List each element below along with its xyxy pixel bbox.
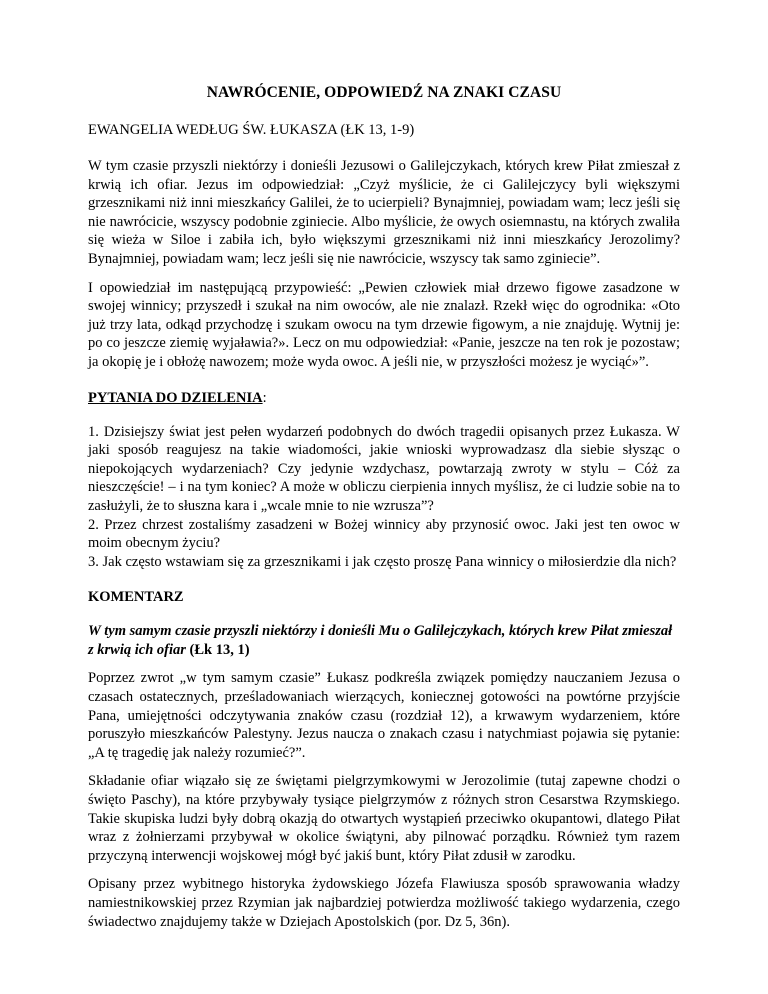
commentary-paragraph-3: Opisany przez wybitnego historyka żydowskiego Józefa Flawiusza sposób sprawowania władzy namiestnikowskiej przez Rzymian jak najbardziej potwierdza możliwość takiego wydarzenia, czego świadectwo znajdujemy także w Dziejach Apostolskich (por. Dz 5, 36n). [88, 876, 680, 930]
commentary-quote: W tym samym czasie przyszli niektórzy i donieśli Mu o Galilejczykach, których krew Piłat zmieszał z krwią ich ofiar [88, 623, 673, 658]
question-2: 2. Przez chrzest zostaliśmy zasadzeni w Bożej winnicy aby przynosić owoc. Jaki jest ten owoc w moim obecnym życiu? [88, 516, 680, 552]
commentary-quote-reference: (Łk 13, 1) [185, 641, 250, 658]
questions-heading-colon: : [262, 389, 267, 406]
gospel-reference: EWANGELIA WEDŁUG ŚW. ŁUKASZA (ŁK 13, 1-9) [88, 122, 415, 138]
questions-heading-text: PYTANIA DO DZIELENIA [88, 389, 263, 406]
commentary-paragraph-2: Składanie ofiar wiązało się ze świętami pielgrzymkowymi w Jerozolimie (tutaj zapewne chodzi o święto Paschy), na które przybywały tysiące pielgrzymów z różnych stron Cesarstwa Rzymskiego. Takie skupiska ludzi były dobrą okazją do otwartych wystąpień przeciwko okupantowi, dlatego Piłat wraz z żołnierzami przybywał w okolice świątyni, aby pilnować porządku. Również tym razem przyczyną interwencji wojskowej mógł być jakiś bunt, który Piłat zdusił w zarodku. [88, 773, 680, 864]
question-3: 3. Jak często wstawiam się za grzesznikami i jak często proszę Pana winnicy o miłosierdzie dla nich? [88, 553, 677, 570]
gospel-paragraph-2: I opowiedział im następującą przypowieść: „Pewien człowiek miał drzewo figowe zasadzone w swojej winnicy; przyszedł i szukał na nim owoców, ale nie znalazł. Rzekł więc do ogrodnika: «Oto już trzy lata, odkąd przychodzę i szukam owocu na tym drzewie figowym, a nie znajduję. Wytnij je: po co jeszcze ziemię wyjaławia?». Lecz on mu odpowiedział: «Panie, jeszcze na ten rok je pozostaw; ja okopię je i obłożę nawozem; może wyda owoc. A jeśli nie, w przyszłości możesz je wyciąć»”. [88, 279, 680, 370]
gospel-paragraph-1: W tym czasie przyszli niektórzy i donieśli Jezusowi o Galilejczykach, których krew Piłat zmieszał z krwią ich ofiar. Jezus im odpowiedział: „Czyż myślicie, że ci Galilejczycy byli większymi grzesznikami niż inni mieszkańcy Galilei, że to ucierpieli? Bynajmniej, powiadam wam; lecz jeśli się nie nawrócicie, wszyscy podobnie zginiecie. Albo myślicie, że owych osiemnastu, na których zwaliła się wieża w Siloe i zabiła ich, było większymi grzesznikami niż inni mieszkańcy Jerozolimy? Bynajmniej, powiadam wam; lecz jeśli się nie nawrócicie, wszyscy tak samo zginiecie”. [88, 158, 680, 267]
commentary-heading: KOMENTARZ [88, 589, 184, 606]
question-1: 1. Dzisiejszy świat jest pełen wydarzeń podobnych do dwóch tragedii opisanych przez Łukasza. W jaki sposób reagujesz na takie wiadomości, jakie wnioski wyprowadzasz dla siebie słysząc o niepokojących wydarzeniach? Czy jedynie wzdychasz, powtarzają zwroty w stylu – Cóż za nieszczęście! – i na tym koniec? A może w obliczu cierpienia innych myślisz, że ci ludzie sobie na to zasłużyli, że to słuszna kara i „wcale mnie to nie wzrusza”? [88, 423, 680, 514]
commentary-quote-heading [88, 622, 680, 659]
questions-heading [88, 390, 680, 407]
questions-list [88, 423, 680, 572]
commentary-paragraph-1: Poprzez zwrot „w tym samym czasie” Łukasz podkreśla związek pomiędzy nauczaniem Jezusa o czasach ostatecznych, prześladowaniach wierzących, koniecznej gotowości na powtórne przyjście Pana, umiejętności odczytywania znaków czasu (rozdział 12), a krwawym wydarzeniem, które poruszyło mieszkańców Palestyny. Jezus naucza o znakach czasu i natychmiast pojawia się pytanie: „A tę tragedię jak należy rozumieć?”. [88, 670, 680, 761]
page-title: NAWRÓCENIE, ODPOWIEDŹ NA ZNAKI CZASU [206, 84, 562, 101]
